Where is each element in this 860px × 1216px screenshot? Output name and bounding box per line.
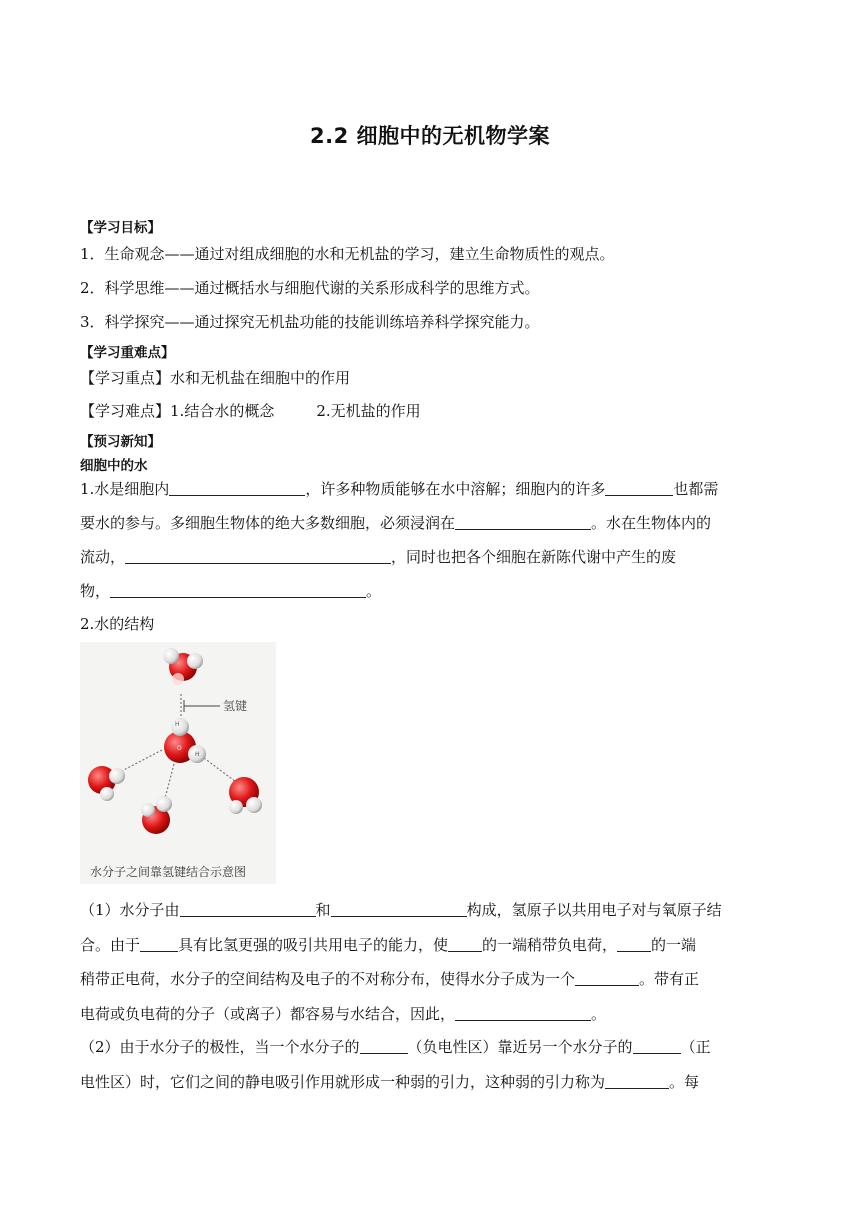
answer-blank[interactable] (125, 549, 391, 564)
water-molecule-diagram (80, 642, 276, 860)
answer-blank[interactable] (455, 1006, 591, 1021)
svg-text:O: O (177, 745, 182, 752)
paragraph-2: （2）由于水分子的极性，当一个水分子的 （负电性区）靠近另一个水分子的 （正 电性区）时，它们之间的静电吸引作用就形成一种弱的引力，这种弱的引力称为 。每 (80, 1038, 711, 1091)
answer-blank[interactable] (633, 1039, 681, 1054)
water-heading: 细胞中的水 (80, 458, 148, 474)
answer-blank[interactable] (605, 481, 673, 496)
answer-blank[interactable] (617, 937, 651, 952)
water-molecule (141, 796, 172, 834)
key-difficult-heading: 【学习重难点】 (80, 345, 175, 361)
answer-blank[interactable] (455, 515, 591, 530)
difficult-label: 【学习难点】 (80, 402, 171, 420)
question-1: 1.水是细胞内 ，许多种物质能够在水中溶解；细胞内的许多 也都需 要水的参与。多细胞生物体的绝大多数细胞，必须浸润在 。水在生物体内的 流动， ，同时也把各个细胞在新陈代谢中产生的废 物， 。 (80, 480, 719, 600)
answer-blank[interactable] (110, 583, 366, 598)
water-molecule (164, 718, 206, 763)
hydrogen-bond-label: 氢键 (223, 699, 248, 713)
difficult-item: 2.无机盐的作用 (316, 402, 421, 420)
answer-blank[interactable] (605, 1074, 669, 1089)
water-molecule (88, 766, 125, 801)
objectives-heading: 【学习目标】 (80, 220, 161, 236)
water-hydrogen-bond-figure (80, 642, 276, 884)
difficult-item: 1.结合水的概念 (170, 402, 275, 420)
hydrogen-bond-line (116, 750, 162, 774)
water-molecule (229, 777, 262, 814)
answer-blank[interactable] (140, 937, 178, 952)
paragraph-1: （1）水分子由 和 构成，氢原子以共用电子对与氧原子结 合。由于 具有比氢更强的吸引共用电子的能力，使 的一端稍带负电荷， 的一端 稍带正电荷，水分子的空间结构及电子的不对称分布，使得水分子成为一个 。带有正 电荷或负电荷的分子（或离子）都容易与水结合，因此， 。 (80, 901, 722, 1023)
figure-caption: 水分子之间靠氢键结合示意图 (90, 865, 247, 879)
objective-item: 3．科学探究——通过探究无机盐功能的技能训练培养科学探究能力。 (80, 313, 540, 331)
objective-item: 1．生命观念——通过对组成细胞的水和无机盐的学习，建立生命物质性的观点。 (80, 245, 615, 263)
answer-blank[interactable] (575, 971, 639, 986)
question-2-heading: 2.水的结构 (80, 615, 155, 633)
objective-item: 2．科学思维——通过概括水与细胞代谢的关系形成科学的思维方式。 (80, 279, 540, 297)
key-point-line (80, 367, 350, 388)
water-molecule (163, 648, 203, 685)
key-point-label: 【学习重点】 (80, 369, 171, 387)
answer-blank[interactable] (180, 902, 316, 917)
page-title: 2.2 细胞中的无机物学案 (309, 124, 550, 148)
answer-blank[interactable] (448, 937, 482, 952)
preview-heading: 【预习新知】 (80, 434, 161, 450)
hydrogen-bond-line (204, 758, 236, 782)
answer-blank[interactable] (331, 902, 467, 917)
difficult-point-line (80, 400, 421, 421)
key-point-text: 水和无机盐在细胞中的作用 (170, 369, 351, 387)
svg-text:H: H (175, 721, 180, 728)
answer-blank[interactable] (169, 481, 305, 496)
answer-blank[interactable] (360, 1039, 408, 1054)
svg-text:H: H (195, 751, 200, 758)
